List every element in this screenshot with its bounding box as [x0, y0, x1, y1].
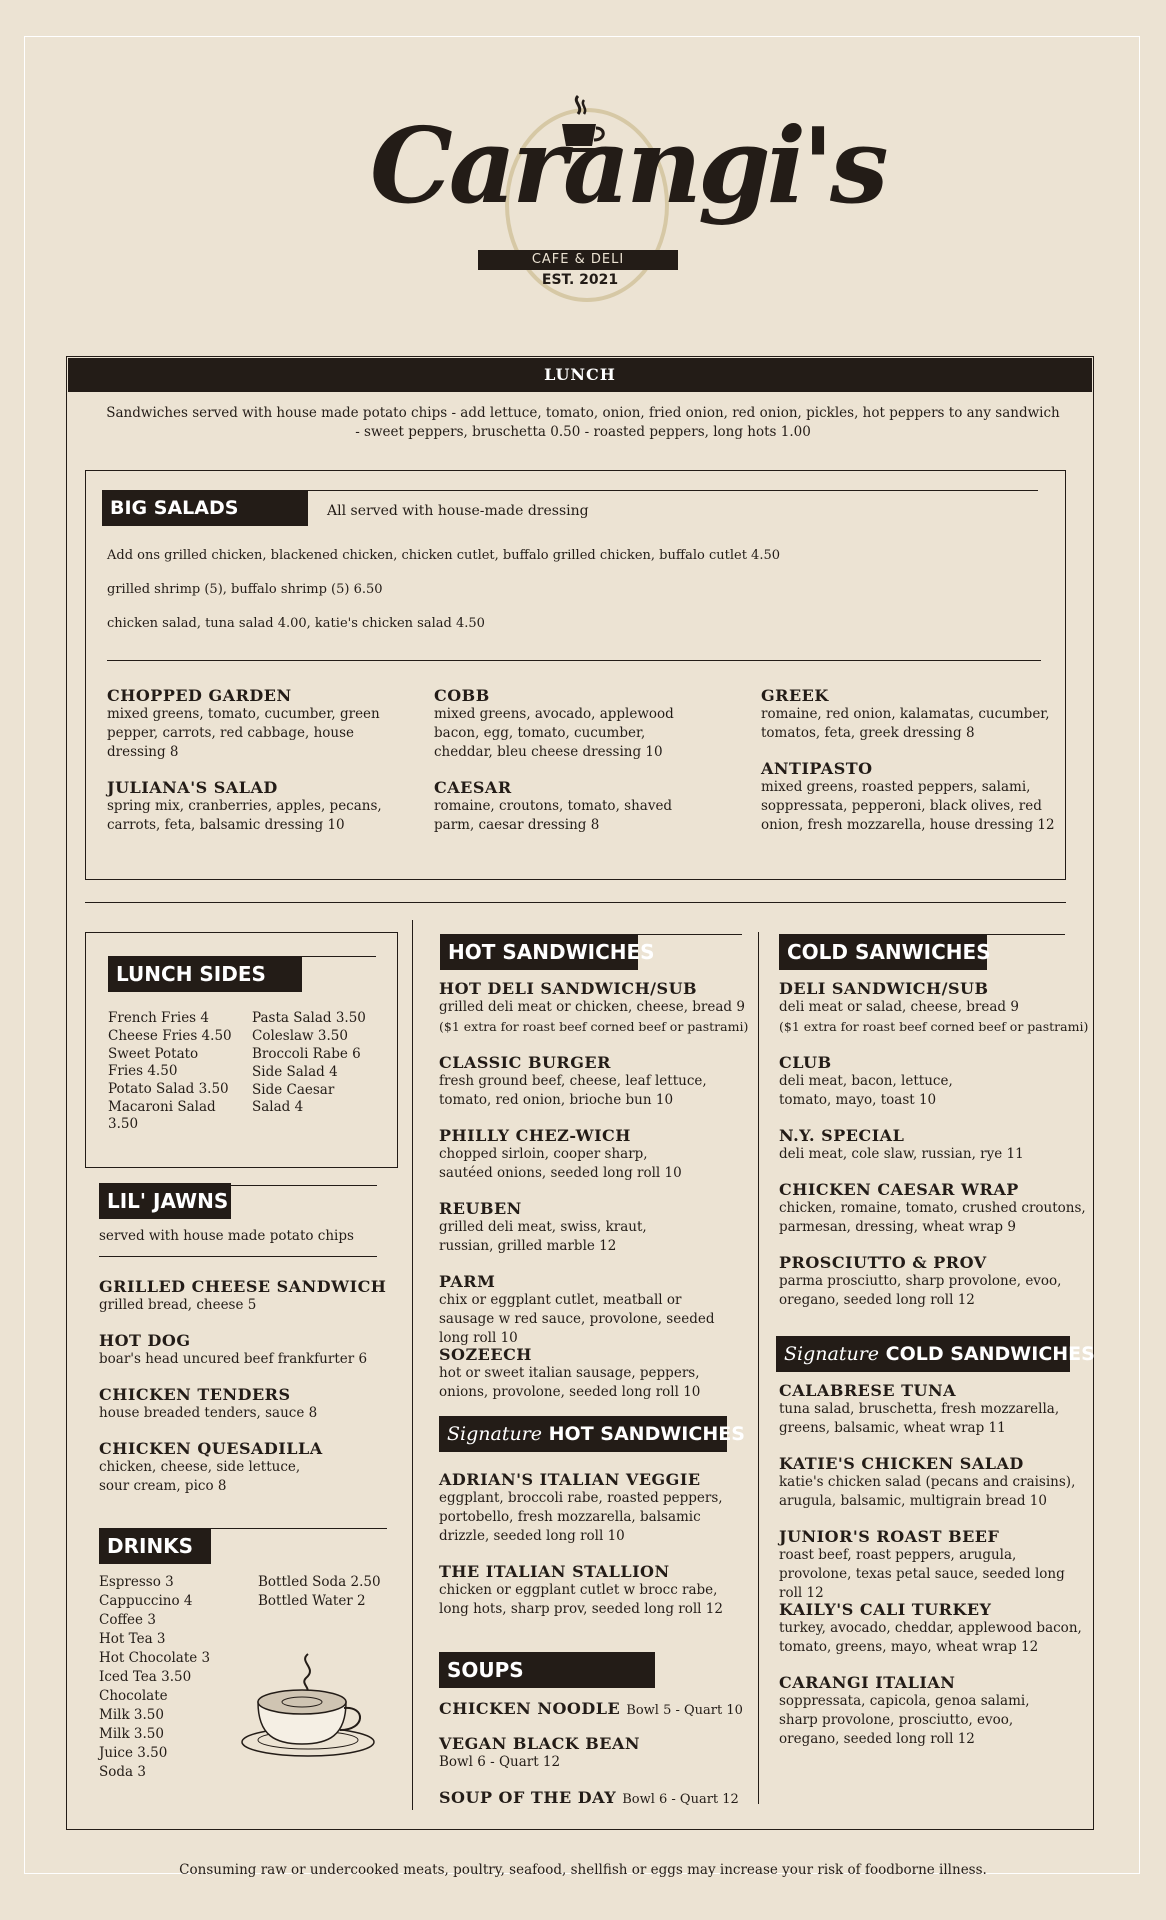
item-desc: soppressata, capicola, genoa salami, sharp provolone, prosciutto, evoo, oregano, seeded long roll 12 — [779, 1693, 1030, 1747]
menu-item — [439, 1126, 704, 1183]
item-name: N.Y. SPECIAL — [779, 1126, 905, 1145]
footer-disclaimer: Consuming raw or undercooked meats, poultry, seafood, shellfish or eggs may increase your risk of foodborne illness. — [179, 1862, 987, 1878]
menu-item — [107, 778, 397, 835]
drink-item: Espresso 3 — [99, 1574, 174, 1590]
menu-item — [439, 1199, 659, 1256]
soup-price: Bowl 6 - Quart 12 — [439, 1754, 561, 1770]
hot-sandwiches-title: HOT SANDWICHES — [440, 934, 638, 970]
item-name: SOZEECH — [439, 1345, 532, 1364]
drinks-list-right — [258, 1573, 398, 1611]
menu-item — [761, 759, 1061, 835]
menu-item — [439, 1272, 739, 1348]
item-name: ANTIPASTO — [761, 759, 873, 778]
divider — [987, 934, 1065, 935]
item-name: HOT DELI SANDWICH/SUB — [439, 979, 698, 998]
menu-item — [99, 1385, 399, 1423]
item-extra: ($1 extra for roast beef corned beef or pastrami) — [779, 1019, 1089, 1034]
menu-item — [779, 1600, 1089, 1657]
side-item: French Fries 4 — [108, 1010, 209, 1026]
menu-item — [439, 1053, 729, 1110]
divider — [308, 490, 1038, 491]
divider — [107, 660, 1041, 661]
item-name: GREEK — [761, 686, 829, 705]
divider — [99, 1256, 377, 1257]
side-item: Broccoli Rabe 6 — [252, 1046, 361, 1062]
side-item: Sweet Potato Fries 4.50 — [108, 1046, 199, 1079]
menu-item — [439, 1734, 640, 1772]
item-name: CHICKEN QUESADILLA — [99, 1439, 323, 1458]
drink-item: Bottled Water 2 — [258, 1593, 366, 1609]
item-desc: roast beef, roast peppers, arugula, provolone, texas petal sauce, seeded long roll 12 — [779, 1547, 1065, 1601]
menu-item — [439, 1470, 739, 1546]
drink-item: Coffee 3 — [99, 1612, 156, 1628]
item-desc: chicken or eggplant cutlet w brocc rabe, long hots, sharp prov, seeded long roll 12 — [439, 1582, 723, 1617]
item-name: JULIANA'S SALAD — [107, 778, 278, 797]
item-desc: deli meat, bacon, lettuce, tomato, mayo, toast 10 — [779, 1073, 953, 1108]
drink-item: Hot Chocolate 3 — [99, 1650, 211, 1666]
item-desc: tuna salad, bruschetta, fresh mozzarella, greens, balsamic, wheat wrap 11 — [779, 1401, 1060, 1436]
drink-item: Iced Tea 3.50 — [99, 1669, 192, 1685]
item-name: PARM — [439, 1272, 496, 1291]
divider — [211, 1528, 387, 1529]
divider — [638, 934, 742, 935]
item-desc: parma prosciutto, sharp provolone, evoo, oregano, seeded long roll 12 — [779, 1273, 1062, 1308]
item-name: JUNIOR'S ROAST BEEF — [779, 1527, 1000, 1546]
menu-item — [779, 1126, 1079, 1164]
side-item: Side Caesar Salad 4 — [252, 1082, 335, 1115]
menu-item — [107, 686, 397, 762]
item-name: PROSCIUTTO & PROV — [779, 1253, 987, 1272]
item-name: CLASSIC BURGER — [439, 1053, 611, 1072]
side-item: Potato Salad 3.50 — [108, 1081, 229, 1097]
item-name: KAILY'S CALI TURKEY — [779, 1600, 992, 1619]
sides-list-left — [108, 1010, 233, 1134]
item-desc: boar's head uncured beef frankfurter 6 — [99, 1351, 368, 1367]
item-name: CHICKEN TENDERS — [99, 1385, 291, 1404]
column-divider — [758, 932, 759, 1804]
menu-item — [439, 1788, 739, 1809]
addons-line2: grilled shrimp (5), buffalo shrimp (5) 6.50 — [107, 582, 383, 597]
item-name — [439, 1699, 743, 1720]
item-desc: romaine, red onion, kalamatas, cucumber, tomatos, feta, greek dressing 8 — [761, 706, 1050, 741]
lunch-note-line1: Sandwiches served with house made potato chips - add lettuce, tomato, onion, fried onion, red onion, pickles, hot peppers to any sandwich — [106, 405, 1060, 421]
drink-item: Bottled Soda 2.50 — [258, 1574, 381, 1590]
logo-tagline: CAFE & DELI — [478, 250, 678, 270]
side-item: Pasta Salad 3.50 — [252, 1010, 366, 1026]
item-desc: turkey, avocado, cheddar, applewood bacon, tomato, greens, mayo, wheat wrap 12 — [779, 1620, 1082, 1655]
item-extra: ($1 extra for roast beef corned beef or pastrami) — [439, 1019, 749, 1034]
signature-cold-sandwiches-title — [776, 1336, 1095, 1372]
menu-item — [99, 1277, 399, 1315]
item-name: CAESAR — [434, 778, 512, 797]
menu-item — [99, 1439, 323, 1496]
addons-line1: Add ons grilled chicken, blackened chicken, chicken cutlet, buffalo grilled chicken, buffalo cutlet 4.50 — [107, 548, 780, 563]
drink-item: Cappuccino 4 — [99, 1593, 193, 1609]
menu-item — [779, 979, 1089, 1036]
drink-item: Milk 3.50 — [99, 1726, 164, 1742]
divider — [85, 902, 1066, 903]
item-desc: chicken, romaine, tomato, crushed croutons, parmesan, dressing, wheat wrap 9 — [779, 1200, 1086, 1235]
item-desc: deli meat, cole slaw, russian, rye 11 — [779, 1146, 1024, 1162]
item-desc: hot or sweet italian sausage, peppers, onions, provolone, seeded long roll 10 — [439, 1365, 701, 1400]
soup-name: SOUP OF THE DAY — [439, 1788, 617, 1807]
menu-item — [779, 1527, 1089, 1603]
side-item: Cheese Fries 4.50 — [108, 1028, 232, 1044]
lunch-note — [100, 404, 1066, 442]
drink-item: Hot Tea 3 — [99, 1631, 166, 1647]
divider — [302, 956, 376, 957]
logo-name: Carangi's — [370, 104, 885, 227]
item-name: ADRIAN'S ITALIAN VEGGIE — [439, 1470, 701, 1489]
soup-name: CHICKEN NOODLE — [439, 1699, 621, 1718]
item-name: PHILLY CHEZ-WICH — [439, 1126, 631, 1145]
soup-price: Bowl 6 - Quart 12 — [622, 1792, 739, 1807]
item-desc: mixed greens, tomato, cucumber, green pepper, carrots, red cabbage, house dressing 8 — [107, 706, 380, 760]
menu-item — [779, 1180, 1089, 1237]
lunch-title: LUNCH — [68, 358, 1092, 392]
item-name: CALABRESE TUNA — [779, 1381, 957, 1400]
item-desc: katie's chicken salad (pecans and craisins), arugula, balsamic, multigrain bread 10 — [779, 1474, 1076, 1509]
item-desc: chicken, cheese, side lettuce, sour cream, pico 8 — [99, 1459, 301, 1494]
item-name: COBB — [434, 686, 490, 705]
cold-sandwiches-title: COLD SANWICHES — [779, 934, 987, 970]
item-desc: house breaded tenders, sauce 8 — [99, 1405, 318, 1421]
item-desc: eggplant, broccoli rabe, roasted peppers, portobello, fresh mozzarella, balsamic drizzle, seeded long roll 10 — [439, 1490, 723, 1544]
menu-item — [779, 1053, 954, 1110]
drink-item: Chocolate — [99, 1688, 168, 1704]
item-name: DELI SANDWICH/SUB — [779, 979, 989, 998]
item-desc: fresh ground beef, cheese, leaf lettuce, tomato, red onion, brioche bun 10 — [439, 1073, 707, 1108]
item-name: KATIE'S CHICKEN SALAD — [779, 1454, 1024, 1473]
big-salads-subtitle: All served with house-made dressing — [327, 503, 589, 519]
item-name: CLUB — [779, 1053, 832, 1072]
item-desc: grilled deli meat or chicken, cheese, bread 9 — [439, 999, 745, 1015]
logo-established: EST. 2021 — [541, 272, 619, 288]
lil-jawns-subtitle: served with house made potato chips — [99, 1228, 354, 1244]
drinks-list-left — [99, 1573, 239, 1782]
column-divider — [412, 920, 413, 1810]
menu-item — [779, 1381, 1079, 1438]
item-desc: chix or eggplant cutlet, meatball or sausage w red sauce, provolone, seeded long roll 10 — [439, 1292, 715, 1346]
big-salads-title: BIG SALADS — [102, 490, 308, 526]
section-title: COLD SANDWICHES — [885, 1343, 1095, 1365]
item-name: REUBEN — [439, 1199, 522, 1218]
item-desc: spring mix, cranberries, apples, pecans, carrots, feta, balsamic dressing 10 — [107, 798, 382, 833]
item-name — [439, 1788, 739, 1809]
item-desc: mixed greens, roasted peppers, salami, soppressata, pepperoni, black olives, red onion, fresh mozzarella, house dressing 12 — [761, 779, 1055, 833]
divider — [231, 1185, 377, 1186]
item-desc: grilled bread, cheese 5 — [99, 1297, 257, 1313]
section-title: HOT SANDWICHES — [548, 1423, 745, 1445]
item-name: CHICKEN CAESAR WRAP — [779, 1180, 1019, 1199]
sides-list-right — [252, 1010, 372, 1117]
side-item: Side Salad 4 — [252, 1064, 338, 1080]
drink-item: Juice 3.50 — [99, 1745, 168, 1761]
drinks-title: DRINKS — [99, 1528, 211, 1564]
lunch-note-line2: - sweet peppers, bruschetta 0.50 - roasted peppers, long hots 1.00 — [355, 424, 811, 440]
menu-item — [434, 778, 674, 835]
item-desc: chopped sirloin, cooper sharp, sautéed onions, seeded long roll 10 — [439, 1146, 682, 1181]
coffee-cup-illustration-icon — [236, 1650, 380, 1760]
drink-item: Soda 3 — [99, 1764, 146, 1780]
item-name: CARANGI ITALIAN — [779, 1673, 956, 1692]
menu-item — [779, 1673, 1039, 1749]
signature-hot-sandwiches-title — [439, 1416, 745, 1452]
logo — [370, 92, 885, 302]
drink-item: Milk 3.50 — [99, 1707, 164, 1723]
menu-item — [99, 1331, 399, 1369]
addons-line3: chicken salad, tuna salad 4.00, katie's chicken salad 4.50 — [107, 616, 485, 631]
item-name: CHOPPED GARDEN — [107, 686, 292, 705]
item-desc: deli meat or salad, cheese, bread 9 — [779, 999, 1019, 1015]
lil-jawns-title: LIL' JAWNS — [99, 1183, 231, 1219]
item-desc: romaine, croutons, tomato, shaved parm, caesar dressing 8 — [434, 798, 673, 833]
item-name: VEGAN BLACK BEAN — [439, 1734, 641, 1753]
side-item: Coleslaw 3.50 — [252, 1028, 348, 1044]
soups-title: SOUPS — [439, 1652, 655, 1688]
item-desc: grilled deli meat, swiss, kraut, russian, grilled marble 12 — [439, 1219, 647, 1254]
lunch-sides-title: LUNCH SIDES — [108, 956, 302, 992]
item-desc: mixed greens, avocado, applewood bacon, egg, tomato, cucumber, cheddar, bleu cheese dressing 10 — [434, 706, 674, 760]
menu-item — [439, 1345, 719, 1402]
soup-price: Bowl 5 - Quart 10 — [626, 1703, 743, 1718]
menu-item — [434, 686, 674, 762]
menu-item — [439, 1562, 739, 1619]
menu-item — [439, 1699, 743, 1720]
signature-label: Signature — [447, 1423, 543, 1445]
item-name: HOT DOG — [99, 1331, 191, 1350]
menu-item — [439, 979, 749, 1036]
menu-item — [761, 686, 1061, 743]
side-item: Macaroni Salad 3.50 — [108, 1099, 216, 1132]
menu-item — [779, 1454, 1089, 1511]
signature-label: Signature — [784, 1343, 880, 1365]
menu-item — [779, 1253, 1069, 1310]
item-name: GRILLED CHEESE SANDWICH — [99, 1277, 387, 1296]
item-name: THE ITALIAN STALLION — [439, 1562, 670, 1581]
